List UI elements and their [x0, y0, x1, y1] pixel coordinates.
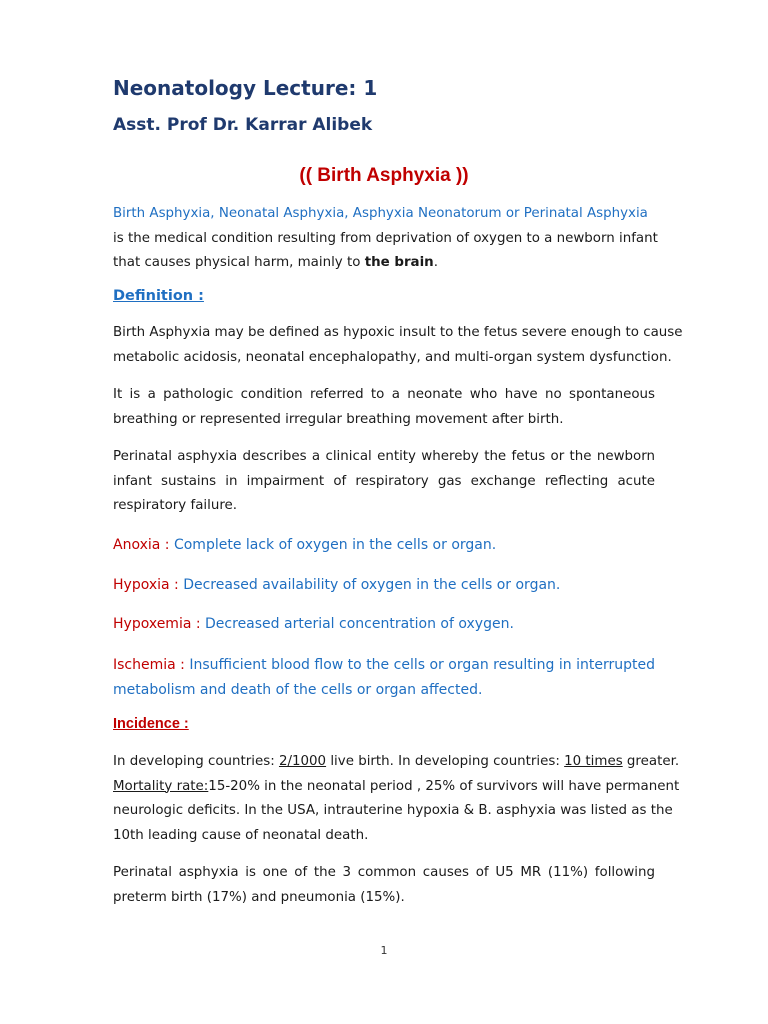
lecture-title: Neonatology Lecture: 1: [113, 76, 378, 100]
intro-line-2: is the medical condition resulting from deprivation of oxygen to a newborn infant: [113, 230, 658, 246]
term-hypoxemia-definition: Decreased arterial concentration of oxygen.: [205, 616, 514, 632]
term-hypoxemia: [113, 612, 655, 637]
term-anoxia: [113, 533, 655, 558]
definition-p1-line-2: metabolic acidosis, neonatal encephalopathy, and multi-organ system dysfunction.: [113, 349, 672, 365]
author-line: Asst. Prof Dr. Karrar Alibek: [113, 115, 373, 135]
incidence-line-2: [113, 775, 680, 800]
incidence-line-3: neurologic deficits. In the USA, intrauterine hypoxia & B. asphyxia was listed as the: [113, 803, 673, 818]
definition-heading: Definition :: [113, 288, 204, 304]
intro-line-3-end: .: [433, 255, 438, 270]
incidence-paragraph-1: [113, 750, 680, 848]
intro-paragraph: [113, 202, 658, 276]
intro-line-3: [113, 251, 655, 276]
intro-line-3-text: that causes physical harm, mainly to: [113, 255, 365, 270]
term-hypoxia-definition: Decreased availability of oxygen in the cells or organ.: [183, 577, 561, 593]
term-ischemia-definition-2: metabolism and death of the cells or organ affected.: [113, 681, 483, 698]
incidence-rate-value: 2/1000: [278, 754, 327, 769]
incidence-l2-text: 15-20% in the neonatal period , 25% of survivors will have permanent: [208, 778, 680, 794]
incidence-p2-line-1: Perinatal asphyxia is one of the 3 common causes of U5 MR (11%) following: [113, 865, 655, 880]
definition-paragraph-1: [113, 321, 683, 370]
topic-title: (( Birth Asphyxia )): [299, 165, 469, 186]
incidence-line-4: 10th leading cause of neonatal death.: [113, 827, 369, 843]
definition-p3-line-1: Perinatal asphyxia describes a clinical entity whereby the fetus or the newborn: [113, 449, 655, 464]
incidence-l1-middle: live birth. In developing countries:: [326, 754, 565, 769]
term-ischemia-label: Ischemia :: [113, 657, 190, 673]
term-hypoxia: [113, 573, 655, 598]
term-ischemia-definition-1: Insufficient blood flow to the cells or organ resulting in interrupted: [189, 657, 655, 673]
incidence-line-1: [113, 750, 680, 775]
definition-p1-line-1: Birth Asphyxia may be defined as hypoxic insult to the fetus severe enough to cause: [113, 325, 683, 340]
term-hypoxemia-label: Hypoxemia :: [113, 616, 206, 632]
term-anoxia-label: Anoxia :: [113, 537, 174, 553]
incidence-l1-text: In developing countries:: [113, 754, 279, 769]
mortality-rate-label: Mortality rate:: [113, 778, 209, 794]
definition-paragraph-2: [113, 383, 655, 432]
definition-p3-line-2: infant sustains in impairment of respiratory gas exchange reflecting acute: [113, 473, 655, 489]
term-anoxia-definition: Complete lack of oxygen in the cells or organ.: [173, 537, 497, 553]
incidence-p2-line-2: preterm birth (17%) and pneumonia (15%).: [113, 889, 405, 905]
page-number: 1: [380, 944, 388, 957]
definition-p2-line-1: It is a pathologic condition referred to a neonate who have no spontaneous: [113, 387, 655, 402]
incidence-paragraph-2: [113, 861, 655, 910]
incidence-times-value: 10 times: [564, 754, 623, 769]
incidence-l1-end: greater.: [622, 754, 680, 769]
intro-emphasis-brain: the brain: [364, 255, 434, 270]
definition-p2-line-2: breathing or represented irregular breathing movement after birth.: [113, 411, 564, 427]
intro-synonyms: Birth Asphyxia, Neonatal Asphyxia, Asphyxia Neonatorum or Perinatal Asphyxia: [113, 206, 648, 221]
definition-paragraph-3: [113, 445, 655, 519]
term-ischemia: [113, 653, 655, 702]
definition-p3-line-3: respiratory failure.: [113, 498, 238, 513]
incidence-heading: Incidence :: [113, 716, 189, 732]
term-hypoxia-label: Hypoxia :: [113, 577, 184, 593]
